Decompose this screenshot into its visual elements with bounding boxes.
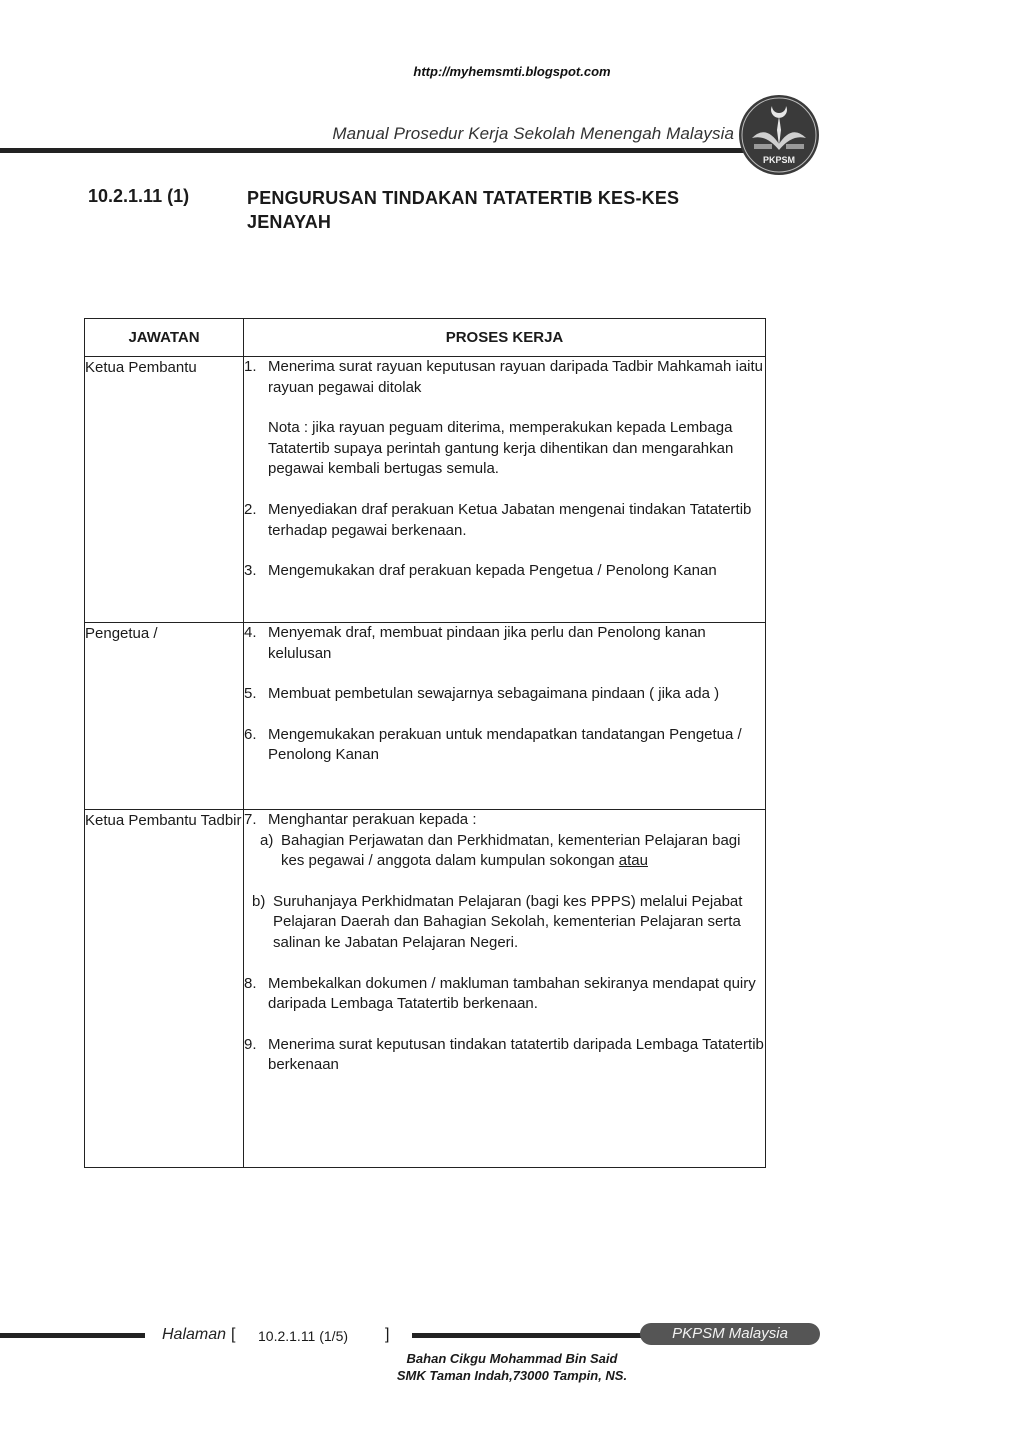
section-number: 10.2.1.11 (1)	[88, 186, 190, 206]
role-cell	[85, 357, 244, 623]
page-reference: 10.2.1.11 (1/5)	[258, 1328, 349, 1344]
step-number: 2.	[244, 500, 257, 518]
step-number: 3.	[244, 562, 257, 580]
step-text: Mengemukakan perakuan untuk mendapatkan tandatangan Pengetua / Penolong Kanan	[268, 725, 742, 764]
process-step	[244, 1035, 765, 1076]
credit-school: SMK Taman Indah,73000 Tampin, NS.	[396, 1368, 628, 1383]
header-band	[0, 118, 760, 154]
table-row	[85, 623, 766, 810]
role-label: Ketua Pembantu Tadbir	[85, 812, 242, 829]
step-number: 6.	[244, 725, 257, 743]
step-text: Menyemak draf, membuat pindaan jika perlu dan Penolong kanan kelulusan	[268, 624, 706, 662]
role-label: Ketua Pembantu	[85, 359, 197, 376]
section-title: PENGURUSAN TINDAKAN TATATERTIB KES-KES JENAYAH	[247, 188, 680, 232]
substep-letter: b)	[252, 892, 266, 910]
role-label: Pengetua /	[85, 625, 158, 642]
header-proses-kerja: PROSES KERJA	[244, 319, 766, 357]
process-cell	[244, 357, 766, 623]
process-step	[244, 623, 765, 664]
left-bracket: [	[231, 1326, 236, 1343]
step-number: 1.	[244, 358, 257, 375]
role-cell	[85, 810, 244, 1168]
procedure-table	[84, 318, 766, 1168]
step-text: Membekalkan dokumen / makluman tambahan sekiranya mendapat quiry daripada Lembaga Tatatertib berkenaan.	[268, 974, 756, 1013]
substep-text: Suruhanjaya Perkhidmatan Pelajaran (bagi kes PPPS) melalui Pejabat Pelajaran Daerah dan Bahagian Sekolah, kementerian Pelajaran serta salinan ke Jabatan Pelajaran Negeri.	[273, 892, 743, 951]
step-text: Menghantar perakuan kepada :	[268, 811, 477, 828]
right-bracket: ]	[385, 1326, 390, 1343]
process-substep	[260, 831, 765, 872]
substep-letter: a)	[260, 831, 274, 849]
table-header-row	[85, 319, 766, 357]
role-cell	[85, 623, 244, 810]
table-row	[85, 810, 766, 1168]
step-number: 8.	[244, 974, 257, 992]
process-step	[244, 561, 765, 582]
process-cell	[244, 810, 766, 1168]
step-number: 5.	[244, 685, 257, 703]
step-text: Menerima surat keputusan tindakan tatatertib daripada Lembaga Tatatertib berkenaan	[268, 1035, 764, 1074]
process-step	[244, 725, 765, 766]
pkpsm-logo-icon	[738, 94, 820, 176]
process-step	[244, 500, 765, 541]
logo-text: PKPSM	[762, 155, 796, 165]
process-cell	[244, 623, 766, 810]
credit-author: Bahan Cikgu Mohammad Bin Said	[406, 1351, 618, 1366]
header-jawatan: JAWATAN	[85, 319, 244, 357]
halaman-label: Halaman	[162, 1326, 227, 1343]
header-rule	[0, 148, 760, 153]
step-number: 4.	[244, 624, 257, 641]
manual-title: Manual Prosedur Kerja Sekolah Menengah Malaysia	[332, 124, 734, 143]
process-step	[244, 974, 765, 1015]
source-url: http://myhemsmti.blogspot.com	[413, 64, 611, 79]
footer-brand: PKPSM Malaysia	[640, 1323, 820, 1345]
step-text: Menerima surat rayuan keputusan rayuan daripada Tadbir Mahkamah iaitu rayuan pegawai ditolak	[268, 358, 764, 396]
process-substep	[252, 892, 765, 954]
process-step	[244, 684, 765, 705]
footer-rule-right	[412, 1333, 662, 1338]
process-note: Nota : jika rayuan peguam diterima, memperakukan kepada Lembaga Tatatertib supaya perintah gantung kerja dihentikan dan mengarahkan pegawai kembali bertugas semula.	[268, 419, 734, 478]
substep-text: Bahagian Perjawatan dan Perkhidmatan, kementerian Pelajaran bagi kes pegawai / anggota dalam kumpulan sokongan	[281, 831, 741, 870]
footer-rule-left	[0, 1333, 145, 1338]
underlined-word: atau	[618, 852, 648, 870]
step-number: 9.	[244, 1035, 257, 1053]
process-step	[244, 357, 765, 398]
process-step	[244, 810, 765, 831]
step-number: 7.	[244, 811, 257, 828]
step-text: Menyediakan draf perakuan Ketua Jabatan mengenai tindakan Tatatertib terhadap pegawai berkenaan.	[268, 500, 752, 539]
step-text: Membuat pembetulan sewajarnya sebagaimana pindaan ( jika ada )	[268, 685, 720, 703]
step-text: Mengemukakan draf perakuan kepada Pengetua / Penolong Kanan	[268, 562, 717, 580]
table-row	[85, 357, 766, 623]
